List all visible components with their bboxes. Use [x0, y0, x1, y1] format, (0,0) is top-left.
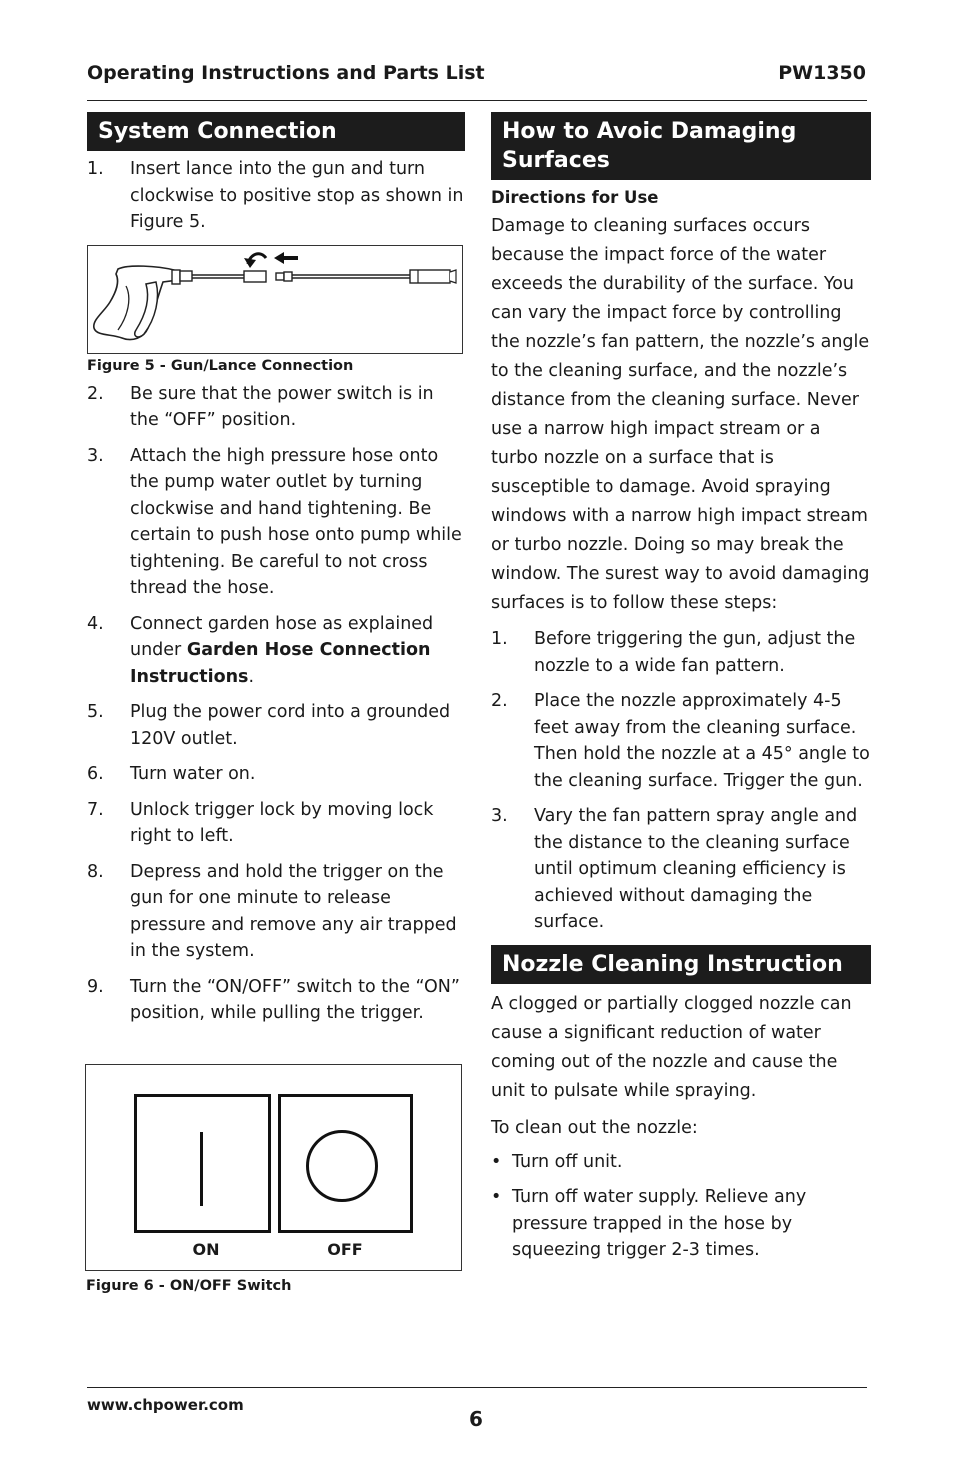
garden-hose-reference: Garden Hose Connection Instructions [130, 640, 431, 687]
off-switch-panel [278, 1094, 413, 1233]
left-column [87, 112, 465, 1036]
nozzle-bullets [491, 1149, 871, 1264]
list-item [87, 381, 465, 434]
figure-5-caption: Figure 5 - Gun/Lance Connection [87, 357, 354, 374]
step-number: 5. [87, 702, 104, 722]
step-number: 9. [87, 976, 104, 997]
step-text: Plug the power cord into a grounded 120V outlet. [130, 702, 451, 749]
step-text-pre: Connect garden hose as explained under [130, 613, 434, 660]
step-text: Before triggering the gun, adjust the nozzle to a wide fan pattern. [534, 629, 856, 676]
figure-6-caption: Figure 6 - ON/OFF Switch [86, 1278, 292, 1294]
gun-lance-illustration [88, 246, 462, 353]
nozzle-lead-text: To clean out the nozzle: [491, 1117, 698, 1138]
step-number: 1. [87, 159, 104, 179]
list-item [491, 803, 871, 936]
step-text: Depress and hold the trigger on the gun for one minute to release pressure and remove any air trapped in the system. [130, 861, 457, 961]
step-text-post: . [248, 666, 255, 687]
footer-rule [87, 1387, 867, 1388]
list-item [491, 1184, 871, 1264]
step-number: 8. [87, 861, 104, 882]
header-title: Operating Instructions and Parts List [87, 62, 485, 84]
directions-paragraph: Damage to cleaning surfaces occurs because the impact force of the water exceeds the durability of the surface. You can vary the impact force by controlling the nozzle’s fan pattern, the nozzle’s angle to the cleaning surface, and the nozzle’s distance from the cleaning surface. Never use a narrow high impact stream or a turbo nozzle on a surface that is susceptible to damage. Avoid spraying windows with a narrow high impact stream or turbo nozzle. Doing so may break the window. The surest way to avoid damaging surfaces is to follow these steps: [491, 216, 870, 613]
step-text: Turn the “ON/OFF” switch to the “ON” position, while pulling the trigger. [130, 976, 460, 1023]
on-symbol-icon [200, 1132, 203, 1206]
list-item [87, 156, 465, 236]
section-avoid-damage-heading: How to Avoic Damaging Surfaces [491, 112, 871, 180]
step-text: Turn water on. [130, 764, 256, 784]
list-item [87, 761, 465, 788]
list-item [491, 1149, 871, 1176]
step-number: 3. [87, 445, 104, 466]
list-item [87, 797, 465, 850]
step-number: 6. [87, 764, 104, 784]
rotate-arrowhead-icon [244, 258, 256, 268]
step-text: Attach the high pressure hose onto the pump water outlet by turning clockwise and hand tightening. Be certain to push hose onto pump while tightening. Be careful to not cross thread the hose. [130, 445, 462, 598]
right-column [491, 112, 871, 1273]
section-system-connection-heading: System Connection [87, 112, 465, 151]
section-nozzle-cleaning-heading: Nozzle Cleaning Instruction [491, 945, 871, 984]
avoid-damage-steps [491, 626, 871, 936]
step-number: 1. [491, 629, 508, 649]
list-item [491, 688, 871, 794]
list-item [87, 859, 465, 965]
bullet-icon: • [491, 1187, 502, 1207]
header-model: PW1350 [778, 62, 866, 84]
list-item [87, 699, 465, 752]
step-number: 3. [491, 806, 508, 826]
gun-coupler [244, 271, 266, 282]
off-label: OFF [327, 1240, 363, 1259]
bullet-icon: • [491, 1151, 502, 1172]
bullet-text: Turn off unit. [512, 1151, 623, 1172]
figure-5-gun-lance-diagram [87, 245, 463, 354]
nozzle-intro-paragraph: A clogged or partially clogged nozzle can cause a significant reduction of water coming out of the nozzle and cause the unit to pulsate while spraying. [491, 993, 852, 1101]
step-text: Insert lance into the gun and turn clockwise to positive stop as shown in Figure 5. [130, 159, 464, 232]
list-item [491, 626, 871, 679]
step-number: 7. [87, 799, 104, 820]
system-connection-step-1-list [87, 156, 465, 236]
header-rule [87, 100, 867, 101]
step-text: Be sure that the power switch is in the “OFF” position. [130, 383, 434, 430]
list-item [87, 974, 465, 1027]
list-item [87, 611, 465, 691]
footer-url: www.chpower.com [87, 1396, 244, 1414]
step-number: 2. [491, 691, 508, 711]
system-connection-steps [87, 381, 465, 1027]
page-number: 6 [469, 1407, 483, 1431]
bullet-text: Turn off water supply. Relieve any pressure trapped in the hose by squeezing trigger 2-3 times. [512, 1187, 807, 1260]
lance-nozzle [410, 270, 450, 283]
on-switch-panel [134, 1094, 271, 1233]
lance-connector-nut [284, 272, 292, 281]
step-number: 2. [87, 383, 104, 404]
gun-nozzle-fitting [180, 271, 192, 281]
gun-grip-outline [94, 266, 178, 339]
push-arrow-icon [274, 252, 298, 264]
list-item [87, 443, 465, 602]
gun-body [172, 270, 180, 284]
step-text: Unlock trigger lock by moving lock right to left. [130, 799, 434, 846]
lance-connector [276, 273, 284, 280]
on-label: ON [192, 1240, 220, 1259]
step-text: Vary the fan pattern spray angle and the distance to the cleaning surface until optimum cleaning efficiency is achieved without damaging the surface. [534, 806, 858, 932]
off-symbol-icon [306, 1130, 378, 1202]
directions-heading: Directions for Use [491, 188, 659, 207]
lance-nozzle-tip [450, 270, 456, 283]
step-text: Place the nozzle approximately 4-5 feet away from the cleaning surface. Then hold the nozzle at a 45° angle to the cleaning surface. Trigger the gun. [534, 691, 870, 791]
figure-6-switch-diagram [85, 1064, 462, 1271]
step-number: 4. [87, 613, 104, 634]
